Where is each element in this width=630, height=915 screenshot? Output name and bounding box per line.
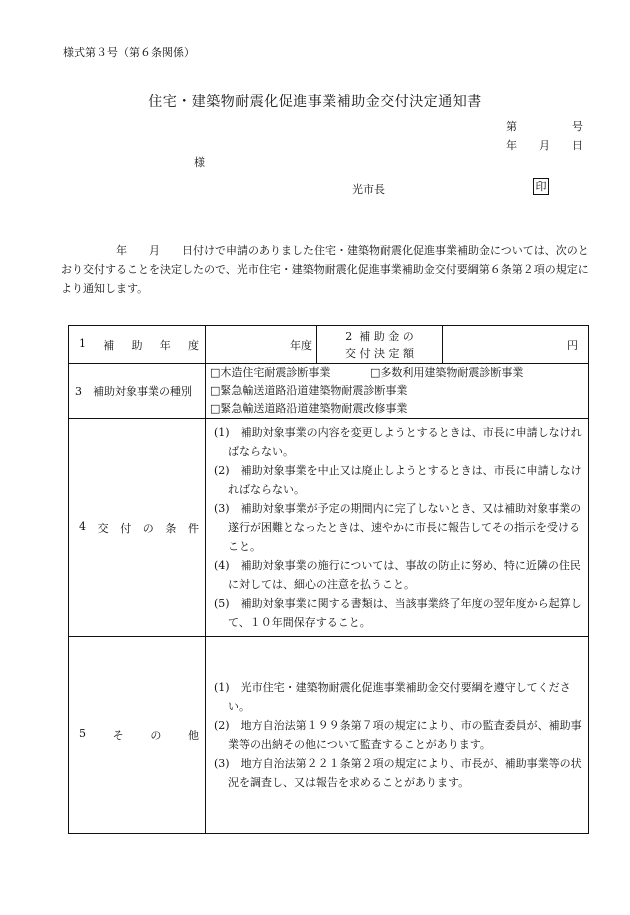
label-subsidy-year — [69, 326, 206, 364]
condition-item: (4) 補助対象事業の施行については、事故の防止に努め、特に近隣の住民に対しては、細心の注意を払うこと。 — [214, 559, 581, 591]
seal-mark: 印 — [533, 178, 549, 195]
label-char: 助 — [131, 338, 143, 352]
other-content — [206, 637, 589, 834]
checkbox-emergency-road-building-diagnosis[interactable]: □緊急輸送道路沿道建築物耐震診断事業 — [210, 384, 408, 397]
year-unit: 年度 — [290, 338, 312, 352]
row-number: 2 — [345, 329, 353, 343]
grant-amount-label-text — [317, 328, 442, 362]
label-char: 交 — [97, 521, 109, 535]
label-char: 件 — [187, 521, 199, 535]
label-char: の — [150, 729, 162, 742]
issuer-name: 光市長 — [352, 183, 385, 196]
spaced-label — [79, 727, 199, 743]
condition-item: (3) 補助対象事業が予定の期間内に完了しないとき、又は補助対象事業の遂行が困難となったときは、速やかに市長に報告してその指示を受けること。 — [214, 502, 582, 553]
conditions-list — [206, 419, 588, 636]
form-number: 様式第３号（第６条関係） — [63, 46, 195, 59]
grant-amount-label-line2: 交 付 決 定 額 — [345, 346, 414, 360]
condition-item: (5) 補助対象事業に関する書類は、当該事業終了年度の翌年度から起算して、１０年間保存すること。 — [214, 597, 582, 629]
other-item: (2) 地方自治法第１９９条第７項の規定により、市の監査委員が、補助事業等の出納その他について監査することがあります。 — [214, 719, 582, 751]
checkbox-wooden-house-diagnosis[interactable]: □木造住宅耐震診断事業 — [210, 366, 331, 379]
subsidy-year-field[interactable] — [206, 326, 317, 364]
label-project-type — [69, 364, 206, 419]
label-char: 補 — [103, 338, 115, 352]
grant-amount-field[interactable] — [443, 326, 589, 364]
document-number-line: 第 号 — [506, 120, 583, 133]
spaced-label — [79, 520, 199, 536]
document-date-line: 年 月 日 — [506, 139, 583, 152]
table-row-grant-conditions — [69, 419, 589, 637]
other-item: (1) 光市住宅・建築物耐震化促進事業補助金交付要綱を遵守してください。 — [214, 681, 571, 713]
project-type-label-text: 3 補助対象事業の種別 — [75, 385, 192, 398]
condition-item: (1) 補助対象事業の内容を変更しようとするときは、市長に申請しなければならない。 — [214, 426, 582, 458]
spaced-label — [79, 337, 199, 353]
checkbox-multi-use-building-diagnosis[interactable]: □多数利用建築物耐震診断事業 — [370, 366, 524, 379]
intro-paragraph: 年 月 日付けで申請のありました住宅・建築物耐震化促進事業補助金については、次のとおり交付することを決定したので、光市住宅・建築物耐震化促進事業補助金交付要綱第６条第２項の規定により通知します。 — [61, 244, 589, 295]
label-char: 度 — [188, 338, 199, 352]
other-list — [206, 674, 588, 796]
label-char: 他 — [187, 729, 199, 742]
row-number: 1 — [79, 336, 86, 350]
row-number: 4 — [79, 519, 86, 533]
label-grant-amount — [317, 326, 443, 364]
grant-amount-label-line1 — [317, 328, 442, 345]
option-row — [206, 382, 588, 400]
project-type-options — [206, 364, 589, 419]
decision-table — [68, 325, 589, 834]
grant-amount-label-part1: 補 助 金 の — [359, 329, 414, 343]
grant-conditions-content — [206, 419, 589, 637]
row-number: 5 — [79, 727, 86, 740]
label-char: 条 — [165, 521, 177, 535]
table-row-project-type — [69, 364, 589, 419]
table-row-other — [69, 637, 589, 834]
label-other — [69, 637, 206, 834]
label-char: の — [142, 521, 154, 535]
addressee-suffix: 様 — [194, 156, 205, 169]
label-grant-conditions — [69, 419, 206, 637]
yen-unit: 円 — [567, 338, 578, 352]
table-row-subsidy-year — [69, 326, 589, 364]
other-item: (3) 地方自治法第２２１条第２項の規定により、市長が、補助事業等の状況を調査し、又は報告を求めることがあります。 — [214, 757, 582, 789]
label-char: そ — [112, 729, 124, 742]
document-title: 住宅・建築物耐震化促進事業補助金交付決定通知書 — [148, 94, 482, 110]
option-row — [206, 364, 588, 382]
condition-item: (2) 補助対象事業を中止又は廃止しようとするときは、市長に申請しなければならない。 — [214, 464, 582, 496]
checkbox-emergency-road-building-retrofit[interactable]: □緊急輸送道路沿道建築物耐震改修事業 — [210, 402, 408, 415]
label-char: 年 — [159, 338, 171, 352]
label-char: 付 — [120, 521, 132, 535]
option-row — [206, 400, 588, 418]
